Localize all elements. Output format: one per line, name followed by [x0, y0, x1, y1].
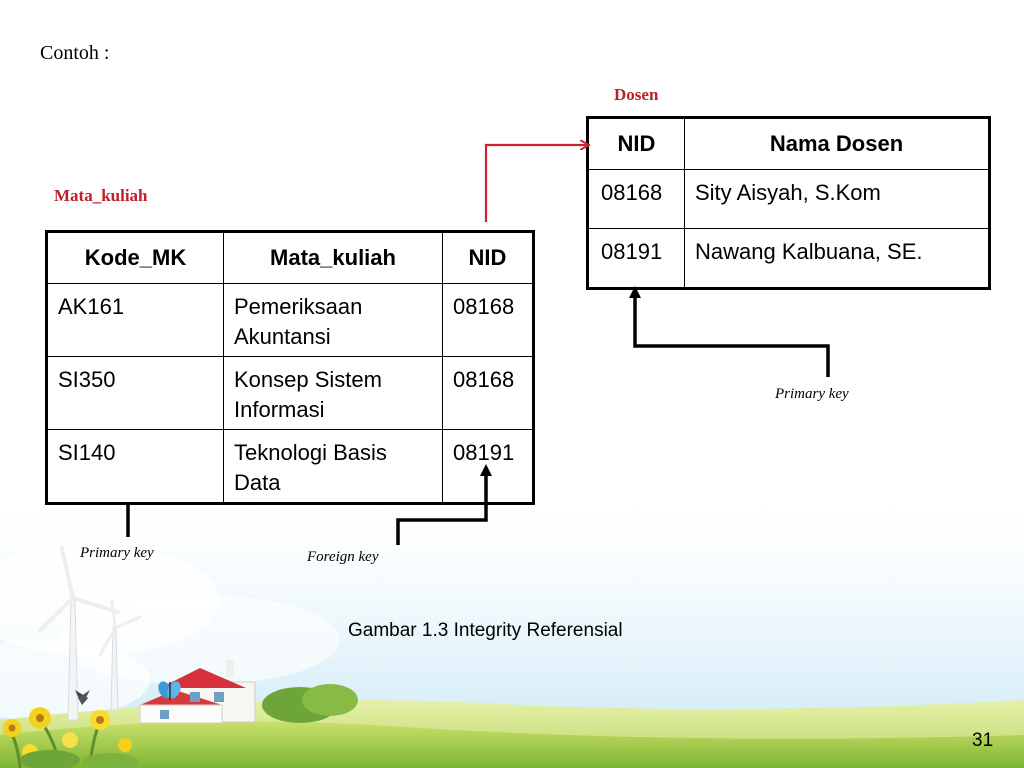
- table-row: [47, 430, 534, 504]
- cell-nid: 08191: [588, 229, 685, 289]
- cell-mata-kuliah: Teknologi Basis Data: [224, 430, 443, 504]
- table-row: [47, 357, 534, 430]
- foreign-key-label-mk: Foreign key: [307, 549, 379, 565]
- primary-key-label-mk: Primary key: [80, 545, 154, 561]
- cell-kode-mk: SI140: [47, 430, 224, 504]
- column-header-mata-kuliah: Mata_kuliah: [224, 232, 443, 284]
- table-row: [47, 284, 534, 357]
- cell-nama-dosen: Sity Aisyah, S.Kom: [685, 170, 990, 229]
- mata-kuliah-table-title: Mata_kuliah: [54, 186, 148, 205]
- dosen-table: [586, 116, 991, 290]
- cell-nid: 08168: [443, 284, 534, 357]
- cell-nid: 08168: [443, 357, 534, 430]
- page-number: 31: [972, 730, 994, 751]
- column-header-nama-dosen: Nama Dosen: [685, 118, 990, 170]
- column-header-nid: NID: [443, 232, 534, 284]
- cell-kode-mk: AK161: [47, 284, 224, 357]
- cell-mata-kuliah: Konsep Sistem Informasi: [224, 357, 443, 430]
- figure-caption: Gambar 1.3 Integrity Referensial: [348, 620, 623, 641]
- cell-kode-mk: SI350: [47, 357, 224, 430]
- intro-text: Contoh :: [40, 42, 110, 64]
- cell-nid: 08168: [588, 170, 685, 229]
- cell-nid: 08191: [443, 430, 534, 504]
- dosen-table-title: Dosen: [614, 85, 659, 104]
- table-row: [588, 229, 990, 289]
- table-row: [588, 170, 990, 229]
- cell-nama-dosen: Nawang Kalbuana, SE.: [685, 229, 990, 289]
- column-header-nid: NID: [588, 118, 685, 170]
- mata-kuliah-table: [45, 230, 535, 505]
- table-header-row: [47, 232, 534, 284]
- primary-key-label-dosen: Primary key: [775, 386, 849, 402]
- column-header-kode-mk: Kode_MK: [47, 232, 224, 284]
- cell-mata-kuliah: Pemeriksaan Akuntansi: [224, 284, 443, 357]
- table-header-row: [588, 118, 990, 170]
- house-icon: [140, 660, 255, 723]
- windmill-icon: [100, 600, 140, 710]
